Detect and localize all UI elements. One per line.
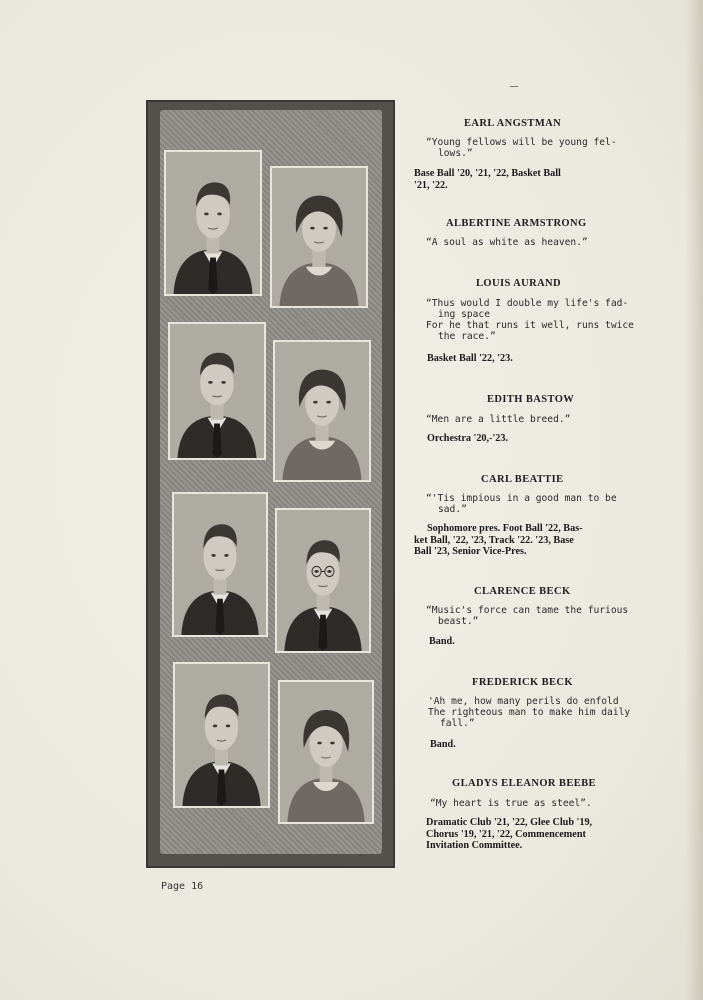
student-name: LOUIS AURAND	[476, 278, 562, 289]
activities-line: Invitation Committee.	[426, 840, 523, 851]
student-quote	[430, 798, 645, 809]
student-quote	[426, 414, 641, 425]
student-activities	[414, 168, 646, 191]
portrait-frederick-beck	[173, 662, 270, 808]
student-activities	[427, 433, 659, 445]
activities-line: Band.	[430, 739, 456, 750]
student-name: ALBERTINE ARMSTRONG	[446, 218, 587, 229]
page-edge-shadow	[685, 0, 703, 1000]
activities-line: Basket Ball '22, '23.	[427, 353, 513, 364]
activities-line: Chorus '19, '21, '22, Commencement	[426, 828, 586, 840]
quote-line: ing space	[438, 309, 490, 320]
portrait-figure	[166, 152, 260, 294]
quote-line: sad.”	[438, 504, 467, 515]
portrait-figure	[275, 342, 369, 480]
portrait-gladys-beebe	[278, 680, 374, 824]
portrait-earl-angstman	[164, 150, 262, 296]
quote-line: For he that runs it well, runs twice	[426, 320, 634, 331]
quote-line: beast.”	[438, 616, 479, 627]
portrait-figure	[174, 494, 266, 635]
activities-line: Orchestra '20,-'23.	[427, 433, 509, 444]
activities-line: Base Ball '20, '21, '22, Basket Ball	[414, 168, 561, 179]
student-activities	[414, 523, 646, 558]
student-quote	[426, 298, 641, 342]
activities-line: Ball '23, Senior Vice-Pres.	[414, 546, 527, 557]
activities-line: Dramatic Club '21, '22, Glee Club '19,	[426, 817, 593, 828]
portrait-albertine-armstrong	[270, 166, 368, 308]
portrait-carl-beattie	[172, 492, 268, 637]
activities-line: ket Ball, '22, '23, Track '22. '23, Base	[414, 534, 574, 546]
portrait-edith-bastow	[273, 340, 371, 482]
student-activities	[426, 817, 658, 852]
student-activities	[430, 739, 662, 751]
portrait-figure	[280, 682, 372, 822]
student-activities	[427, 353, 659, 365]
student-name: EARL ANGSTMAN	[464, 118, 562, 129]
quote-line: The righteous man to make him daily	[428, 707, 631, 718]
stray-mark	[510, 86, 518, 87]
quote-line: “Young fellows will be young fel-	[426, 137, 617, 148]
quote-line: lows.”	[438, 148, 473, 159]
student-name: GLADYS ELEANOR BEEBE	[452, 778, 596, 789]
portrait-louis-aurand	[168, 322, 266, 460]
page-number: Page 16	[161, 881, 204, 892]
quote-line: “'Tis impious in a good man to be	[426, 493, 617, 504]
activities-line: Sophomore pres. Foot Ball '22, Bas-	[427, 523, 583, 534]
student-activities	[429, 636, 661, 648]
student-name: CARL BEATTIE	[481, 474, 564, 485]
quote-line: “Music's force can tame the furious	[426, 605, 629, 616]
student-quote	[426, 237, 641, 248]
student-quote	[426, 605, 641, 627]
student-quote	[428, 696, 643, 729]
quote-line: “Men are a little breed.”	[426, 414, 571, 425]
portrait-figure	[170, 324, 264, 458]
quote-line: “My heart is true as steel”.	[430, 798, 592, 809]
quote-line: 'Ah me, how many perils do enfold	[428, 696, 619, 707]
activities-line: Band.	[429, 636, 455, 647]
student-quote	[426, 137, 641, 159]
portrait-figure	[175, 664, 268, 806]
activities-line: '21, '22.	[414, 179, 448, 191]
portrait-figure	[272, 168, 366, 306]
quote-line: “A soul as white as heaven.”	[426, 237, 588, 248]
portrait-figure	[277, 510, 369, 651]
student-name: FREDERICK BECK	[472, 677, 573, 688]
student-name: EDITH BASTOW	[487, 394, 575, 405]
student-quote	[426, 493, 641, 515]
quote-line: the race.”	[438, 331, 496, 342]
quote-line: “Thus would I double my life's fad-	[426, 298, 629, 309]
quote-line: fall.”	[440, 718, 475, 729]
student-name: CLARENCE BECK	[474, 586, 571, 597]
portrait-clarence-beck	[275, 508, 371, 653]
